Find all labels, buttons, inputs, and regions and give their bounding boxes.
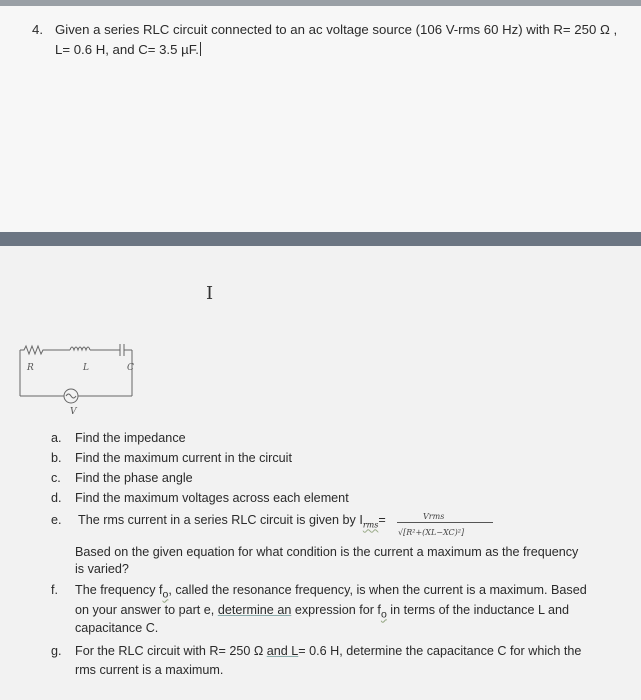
equation-numerator: Vrms xyxy=(423,512,445,521)
part-text: Find the phase angle xyxy=(75,471,193,485)
part-f-line-1: The frequency $f_o$, called the resonance frequency, is when the current is a maximum. Based xyxy=(75,583,587,601)
part-label: a. xyxy=(51,431,62,445)
question-line-1: Given a series RLC circuit connected to an ac voltage source (106 V-rms 60 Hz) with R= 250 Ω , xyxy=(55,22,618,37)
rlc-circuit-diagram xyxy=(15,340,155,420)
equation-denominator: √[R²+(XL−XC)²] xyxy=(398,528,465,537)
resistor-symbol xyxy=(20,346,48,354)
part-text: Find the maximum voltages across each element xyxy=(75,491,349,505)
label-c: C xyxy=(127,363,134,373)
question-text[interactable] xyxy=(55,20,630,60)
label-l: L xyxy=(83,363,89,373)
page-divider xyxy=(0,232,641,246)
part-label: c. xyxy=(51,471,61,485)
part-text: Find the impedance xyxy=(75,431,186,445)
part-label: e. xyxy=(51,513,62,527)
question-number: 4. xyxy=(32,22,43,37)
part-f-line-3: capacitance C. xyxy=(75,621,159,635)
part-label: b. xyxy=(51,451,62,465)
label-v: V xyxy=(70,407,77,417)
part-e-line-3: is varied? xyxy=(75,562,129,576)
part-label: d. xyxy=(51,491,62,505)
question-line-2: L= 0.6 H, and C= 3.5 µF. xyxy=(55,42,199,57)
text-cursor-icon: I xyxy=(206,283,214,304)
text-caret xyxy=(200,42,201,56)
part-label: f. xyxy=(51,583,58,597)
part-e-line-2: Based on the given equation for what condition is the current a maximum as the frequency xyxy=(75,545,579,559)
part-text: Find the maximum current in the circuit xyxy=(75,451,292,465)
part-label: g. xyxy=(51,644,62,658)
part-e-line-1: The rms current in a series RLC circuit is given by $I_{rms}=$ xyxy=(78,513,386,530)
part-f-line-2: on your answer to part e, determine an expression for $f_o$ in terms of the inductance L and xyxy=(75,603,570,621)
label-r: R xyxy=(27,363,34,373)
part-g-line-1: For the RLC circuit with R= 250 Ω and L= 0.6 H, determine the capacitance C for which the xyxy=(75,644,582,658)
irms-subscript: rms xyxy=(362,520,379,530)
inductor-symbol xyxy=(70,347,90,350)
part-g-line-2: rms current is a maximum. xyxy=(75,663,224,677)
